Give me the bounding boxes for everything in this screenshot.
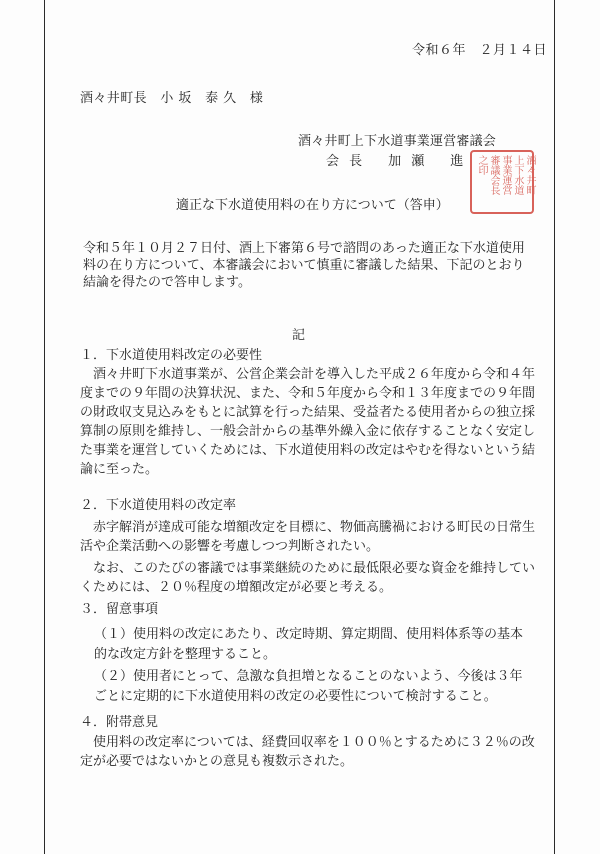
right-border-line bbox=[554, 0, 555, 854]
sender-organization: 酒々井町上下水道事業運営審議会 bbox=[298, 134, 497, 149]
document-title: 適正な下水道使用料の在り方について（答申） bbox=[176, 198, 449, 213]
section-1-heading: １．下水道使用料改定の必要性 bbox=[80, 348, 263, 363]
intro-paragraph: 令和５年１０月２７日付、酒上下審第６号で諮問のあった適正な下水道使用料の在り方について、本審議会において慎重に審議した結果、下記のとおり結論を得たので答申します。 bbox=[83, 241, 525, 290]
addressee: 酒々井町長 小 坂 泰 久 様 bbox=[80, 91, 264, 106]
section-4-body: 使用料の改定率については、経費回収率を１００％とするために３２％の改定が必要ではないかとの意見も複数示された。 bbox=[80, 735, 535, 769]
section-2-heading: ２．下水道使用料の改定率 bbox=[80, 498, 237, 513]
section-3-heading: ３．留意事項 bbox=[80, 602, 159, 617]
left-border-line bbox=[44, 0, 45, 854]
document-date: 令和６年 ２月１４日 bbox=[412, 43, 548, 58]
section-4-heading: ４．附帯意見 bbox=[80, 715, 159, 730]
section-3-item-2: （２）使用者にとって、急激な負担増となることのないよう、今後は３年ごとに定期的に下水道使用料の改定の必要性について検討すること。 bbox=[94, 669, 523, 704]
official-seal-stamp: 酒々井町 上下水道 事業運営 審議会長 之印 bbox=[470, 150, 534, 214]
record-label: 記 bbox=[292, 328, 306, 343]
section-1-body: 酒々井町下水道事業が、公営企業会計を導入した平成２６年度から令和４年度までの９年間の決算状況、また、令和５年度から令和１３年度までの９年間の財政収支見込みをもとに試算を行った結果、受益者たる使用者からの独立採算制の原則を維持し、一般会計からの基準外繰入金に依存することなく安定した事業を運営していくためには、下水道使用料の改定はやむを得ないという結論に至った。 bbox=[80, 367, 536, 477]
section-3-item-1: （１）使用料の改定にあたり、改定時期、算定期間、使用料体系等の基本的な改定方針を整理すること。 bbox=[94, 627, 524, 662]
sender-name: 会 長 加 瀬 進 bbox=[326, 154, 464, 169]
section-2-body-2: なお、このたびの審議では事業継続のために最低限必要な資金を維持していくためには、２０％程度の増額改定が必要と考える。 bbox=[80, 561, 536, 595]
section-2-body-1: 赤字解消が達成可能な増額改定を目標に、物価高騰禍における町民の日常生活や企業活動への影響を考慮しつつ判断されたい。 bbox=[80, 520, 536, 554]
